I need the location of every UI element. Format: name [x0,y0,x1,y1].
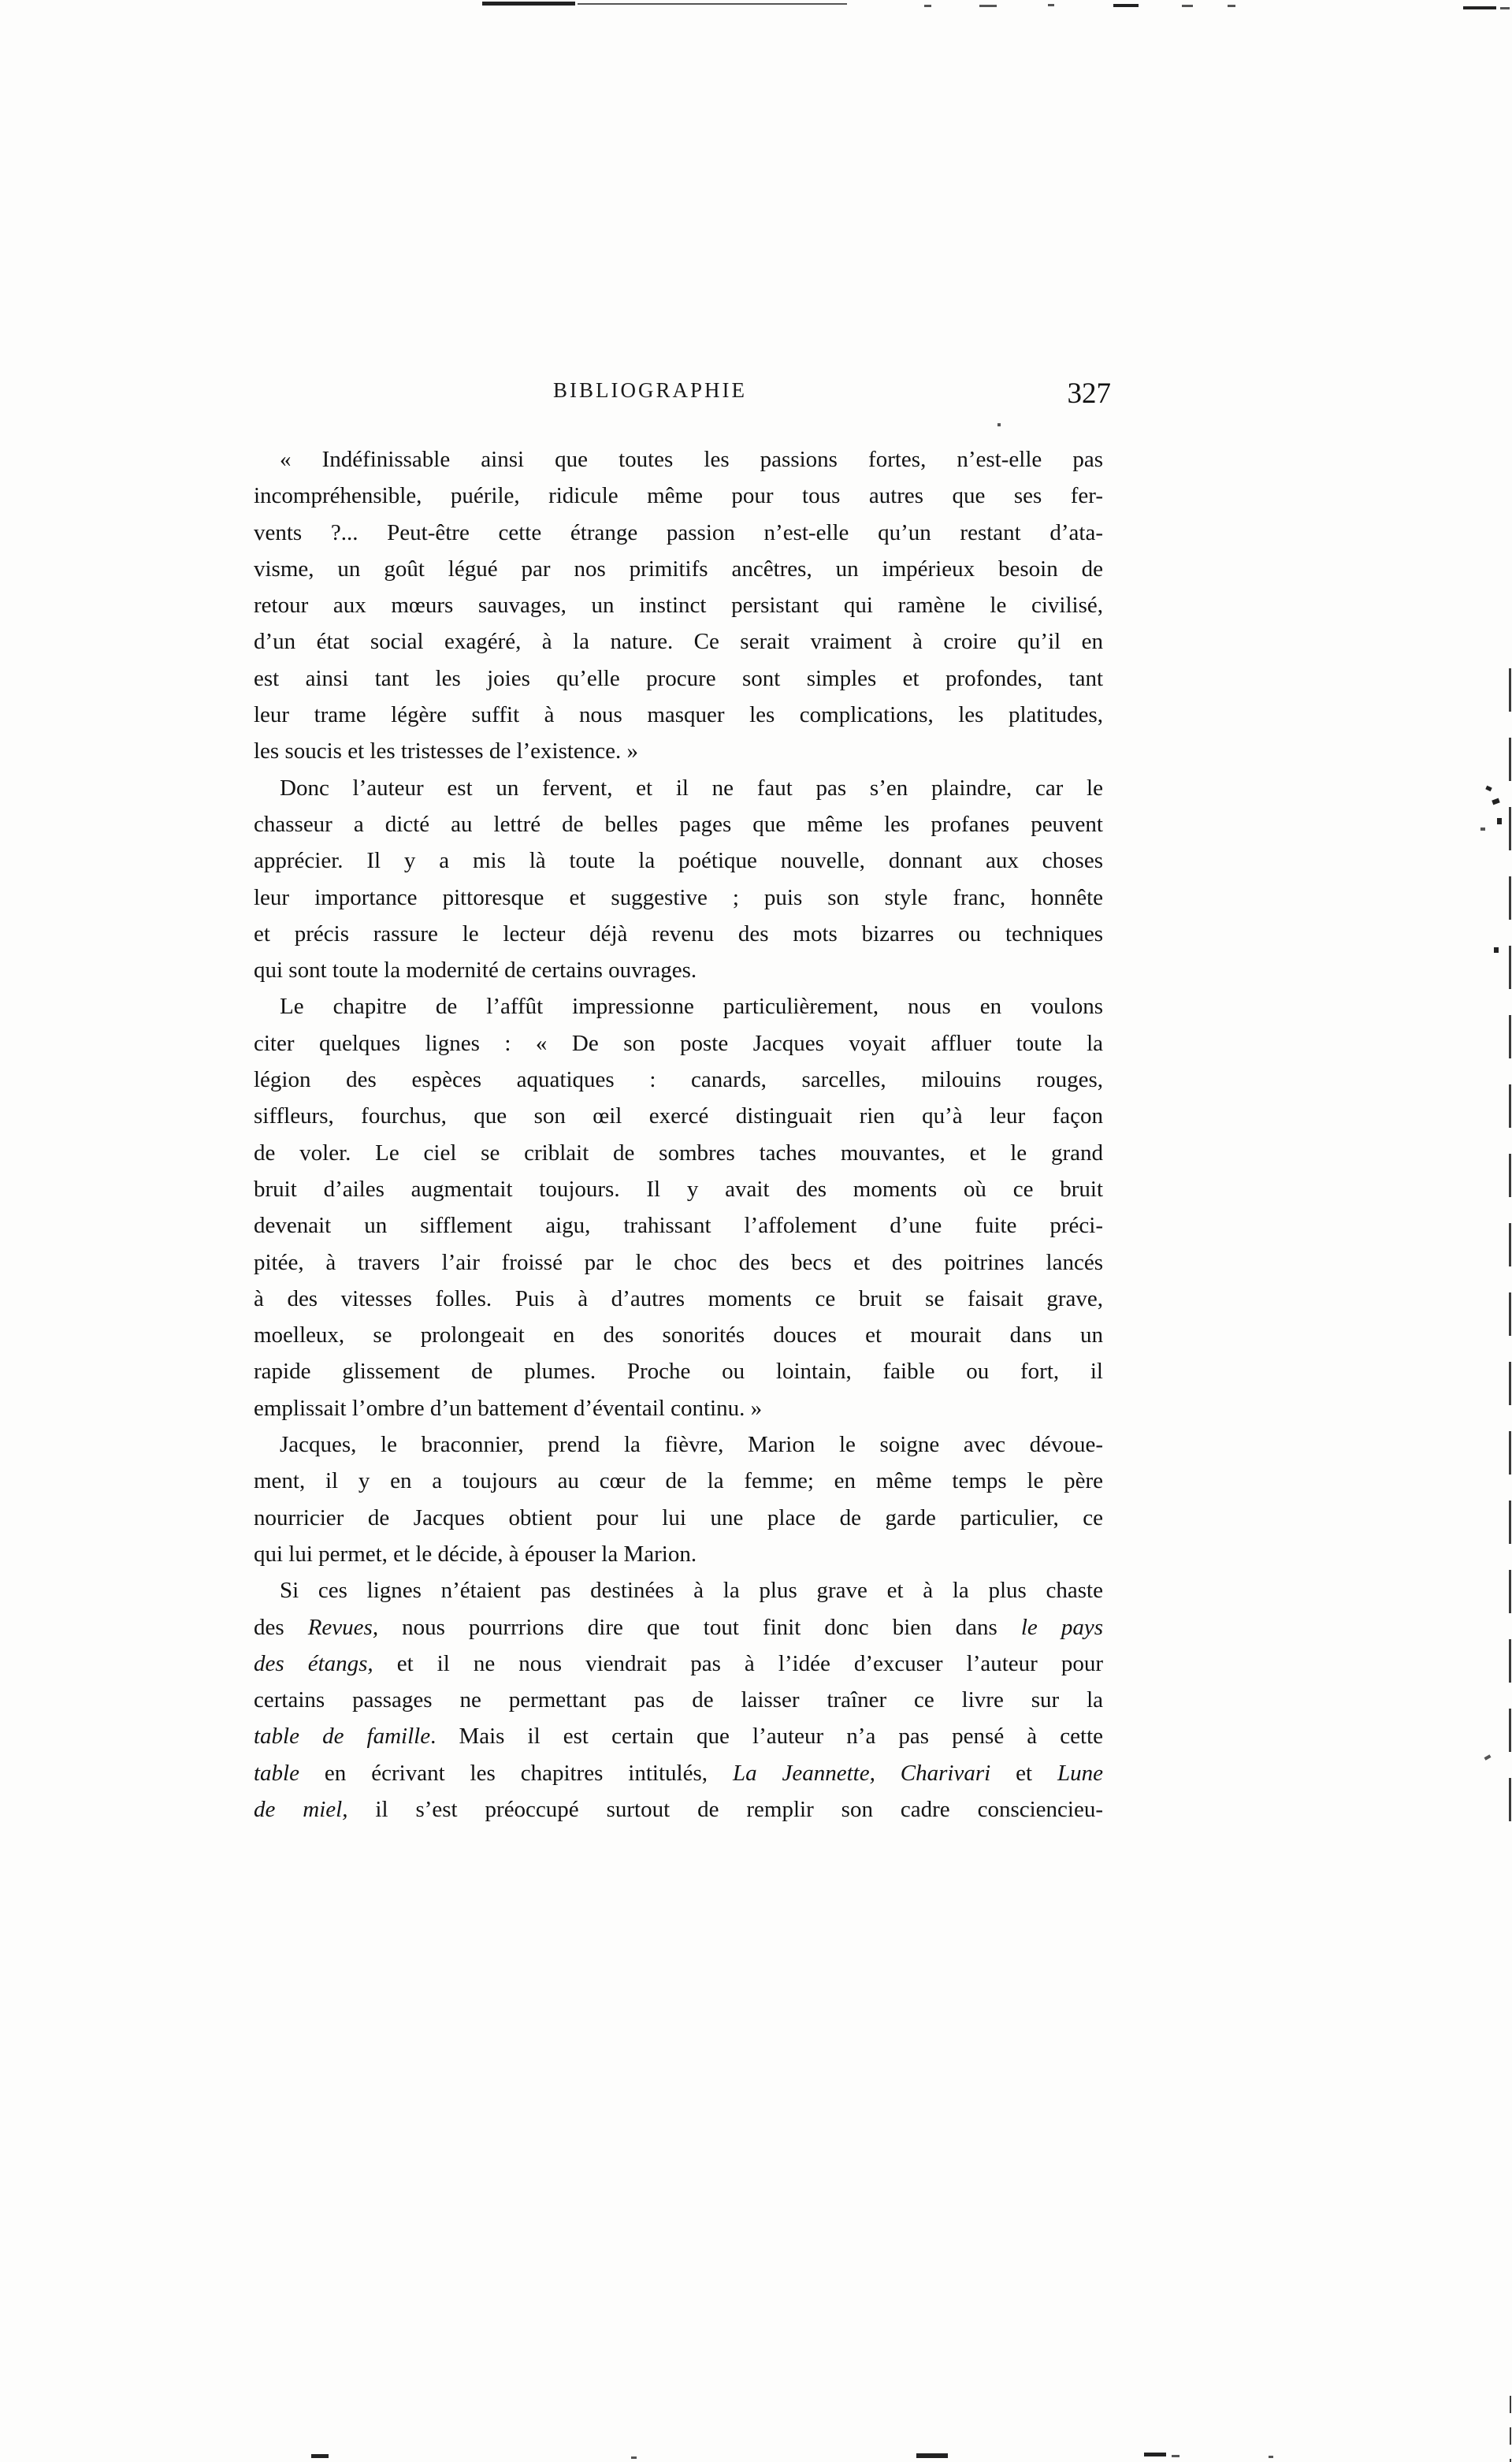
italic-text-segment: Lune [1057,1760,1103,1786]
text-segment: légion des espèces aquatiques : canards, sarcelles, milouins rouges, [254,1067,1103,1093]
page-title: BIBLIOGRAPHIE [553,378,747,402]
text-segment: Jacques, le braconnier, prend la fièvre, Marion le soigne avec dévoue- [280,1432,1103,1458]
text-line [254,916,1103,952]
text-line [254,1426,1103,1463]
text-segment: rapide glissement de plumes. Proche ou lointain, faible ou fort, il [254,1359,1103,1385]
text-segment: d’un état social exagéré, à la nature. Ce serait vraiment à croire qu’il en [254,629,1103,655]
text-line [254,1317,1103,1353]
text-line [254,441,1103,478]
scan-artifact [1463,6,1496,9]
scan-artifact [1172,2455,1180,2457]
running-header [254,377,1111,418]
italic-text-segment: table de famille [254,1724,431,1750]
scan-artifact [578,3,847,5]
text-line [254,1281,1103,1317]
text-segment: leur trame légère suffit à nous masquer les complications, les platitudes, [254,702,1103,728]
text-line [254,1207,1103,1244]
text-segment: et [990,1760,1057,1786]
text-segment: à des vitesses folles. Puis à d’autres moments ce bruit se faisait grave, [254,1285,1103,1311]
text-segment: siffleurs, fourchus, que son œil exercé distinguait rien qu’à leur façon [254,1103,1103,1129]
text-line [254,842,1103,879]
text-line [254,1536,1103,1572]
text-segment: . Mais il est certain que l’auteur n’a pas pensé à cette [430,1724,1103,1750]
text-segment: en écrivant les chapitres intitulés, [299,1760,733,1786]
text-line [254,1463,1103,1499]
text-segment: certains passages ne permettant pas de laisser traîner ce livre sur la [254,1687,1103,1713]
text-line [254,1098,1103,1134]
text-segment: citer quelques lignes : « De son poste Jacques voyait affluer toute la [254,1030,1103,1056]
italic-text-segment: de miel, [254,1796,348,1822]
scan-artifact [1494,947,1499,953]
text-segment: les soucis et les tristesses de l’existence. » [254,738,639,764]
page-number: 327 [1067,377,1111,410]
scan-artifact [1509,668,1511,1827]
text-segment: ment, il y en a toujours au cœur de la femme; en même temps le père [254,1468,1103,1494]
text-segment: qui sont toute la modernité de certains ouvrages. [254,958,697,984]
text-segment: il s’est préoccupé surtout de remplir son cadre consciencieu- [347,1796,1103,1822]
text-segment: « Indéfinissable ainsi que toutes les passions fortes, n’est-elle pas [280,447,1103,472]
text-line [254,1755,1103,1791]
italic-text-segment: table [254,1760,299,1786]
text-line [254,1572,1103,1608]
scan-artifact [1492,798,1500,805]
text-line [254,623,1103,660]
text-segment: nourricier de Jacques obtient pour lui une place de garde particulier, ce [254,1504,1103,1530]
text-segment: moelleux, se prolongeait en des sonorités douces et mourait dans un [254,1322,1103,1348]
italic-text-segment: le pays [1020,1614,1103,1640]
scan-artifact [1113,4,1139,7]
scan-artifact [979,5,997,7]
scan-artifact [1144,2453,1166,2456]
text-segment: devenait un sifflement aigu, trahissant l’affolement d’une fuite préci- [254,1213,1103,1239]
scan-artifact [1510,2396,1511,2462]
text-segment: de voler. Le ciel se criblait de sombres taches mouvantes, et le grand [254,1140,1103,1166]
text-segment: des [254,1614,308,1640]
scan-artifact [311,2454,329,2458]
text-segment: retour aux mœurs sauvages, un instinct persistant qui ramène le civilisé, [254,593,1103,619]
text-line [254,770,1103,806]
italic-text-segment: La Jeannette, Charivari [732,1760,991,1786]
text-segment: vents ?... Peut-être cette étrange passion n’est-elle qu’un restant d’ata- [254,519,1103,545]
scan-artifact [1497,818,1502,824]
text-line [254,1682,1103,1718]
scan-artifact [1048,4,1054,6]
text-line [254,733,1103,769]
scan-artifact [1269,2456,1273,2458]
scan-artifact [631,2456,637,2459]
text-line [254,880,1103,916]
text-line [254,515,1103,551]
scan-artifact [916,2453,948,2458]
text-segment: incompréhensible, puérile, ridicule même pour tous autres que ses fer- [254,483,1103,509]
text-segment: pitée, à travers l’air froissé par le choc des becs et des poitrines lancés [254,1249,1103,1275]
scan-artifact [924,5,931,7]
text-segment: emplissait l’ombre d’un battement d’éventail continu. » [254,1395,763,1421]
text-segment: Le chapitre de l’affût impressionne particulièrement, nous en voulons [280,994,1103,1020]
text-segment: nous pourrrions dire que tout finit donc bien dans [378,1614,1021,1640]
text-segment: chasseur a dicté au lettré de belles pages que même les profanes peuvent [254,811,1103,837]
scan-artifact [1484,1754,1492,1760]
text-line [254,478,1103,514]
text-line [254,1646,1103,1682]
scan-artifact [1228,5,1235,7]
text-segment: apprécier. Il y a mis là toute la poétique nouvelle, donnant aux choses [254,848,1103,874]
scan-artifact [1500,7,1510,9]
scan-artifact [1480,827,1485,831]
text-segment: est ainsi tant les joies qu’elle procure sont simples et profondes, tant [254,665,1103,691]
text-line [254,1171,1103,1207]
text-segment: visme, un goût légué par nos primitifs ancêtres, un impérieux besoin de [254,556,1103,582]
text-line [254,1609,1103,1646]
scan-artifact [997,423,1001,426]
text-line [254,551,1103,587]
text-line [254,988,1103,1025]
text-line [254,1135,1103,1171]
text-line [254,1244,1103,1281]
text-line [254,1791,1103,1828]
text-line [254,660,1103,697]
text-segment: bruit d’ailes augmentait toujours. Il y avait des moments où ce bruit [254,1176,1103,1202]
italic-text-segment: des étangs, [254,1650,373,1676]
text-line [254,1718,1103,1754]
text-segment: Si ces lignes n’étaient pas destinées à la plus grave et à la plus chaste [280,1578,1103,1604]
text-segment: et précis rassure le lecteur déjà revenu des mots bizarres ou techniques [254,920,1103,946]
text-segment: et il ne nous viendrait pas à l’idée d’excuser l’auteur pour [373,1650,1103,1676]
text-line [254,1062,1103,1098]
text-block [254,441,1103,1828]
text-line [254,1500,1103,1536]
text-line [254,587,1103,623]
italic-text-segment: Revues, [307,1614,379,1640]
text-line [254,952,1103,988]
text-line [254,1390,1103,1426]
scan-artifact [1182,5,1193,7]
text-segment: qui lui permet, et le décide, à épouser la Marion. [254,1541,697,1567]
text-segment: leur importance pittoresque et suggestive ; puis son style franc, honnête [254,884,1103,910]
scan-artifact [1485,786,1492,791]
text-line [254,806,1103,842]
text-line [254,1025,1103,1062]
text-segment: Donc l’auteur est un fervent, et il ne faut pas s’en plaindre, car le [280,775,1103,801]
scan-artifact [482,2,575,6]
text-line [254,1353,1103,1389]
text-line [254,697,1103,733]
